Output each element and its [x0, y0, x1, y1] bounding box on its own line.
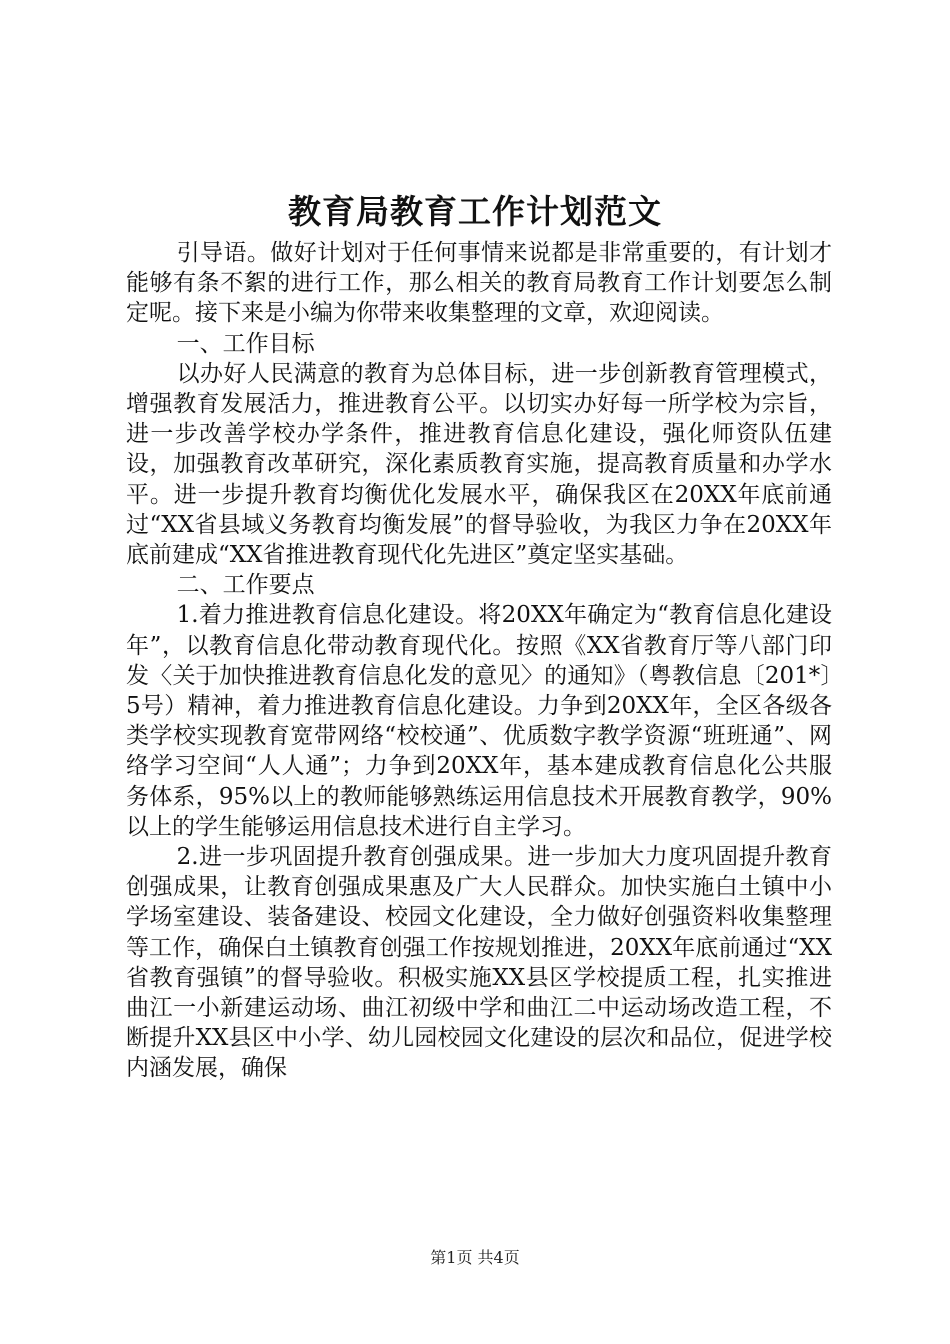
document-body — [126, 238, 832, 1084]
section-heading-goals: 一、工作目标 — [176, 330, 315, 357]
section-heading-key-points: 二、工作要点 — [176, 572, 315, 599]
key-point-2-paragraph: 2.进一步巩固提升教育创强成果。进一步加大力度巩固提升教育创强成果，让教育创强成果惠及广大人民群众。加快实施白土镇中小学场室建设、装备建设、校园文化建设，全力做好创强资料收集整理等工作，确保白土镇教育创强工作按规划推进，20XX年底前通过“XX省教育强镇”的督导验收。积极实施XX县区学校提质工程，扎实推进曲江一小新建运动场、曲江初级中学和曲江二中运动场改造工程，不断提升XX县区中小学、幼儿园校园文化建设的层次和品位，促进学校内涵发展，确保 — [126, 844, 832, 1082]
intro-paragraph: 引导语。做好计划对于任何事情来说都是非常重要的，有计划才能够有条不絮的进行工作，那么相关的教育局教育工作计划要怎么制定呢。接下来是小编为你带来收集整理的文章，欢迎阅读。 — [126, 240, 832, 327]
key-point-1-paragraph: 1.着力推进教育信息化建设。将20XX年确定为“教育信息化建设年”，以教育信息化带动教育现代化。按照《XX省教育厅等八部门印发〈关于加快推进教育信息化发的意见〉的通知》（粤教信息〔201*〕5号）精神，着力推进教育信息化建设。力争到20XX年，全区各级各类学校实现教育宽带网络“校校通”、优质数字教学资源“班班通”、网络学习空间“人人通”；力争到20XX年，基本建成教育信息化公共服务体系，95%以上的教师能够熟练运用信息技术开展教育教学，90%以上的学生能够运用信息技术进行自主学习。 — [126, 602, 832, 840]
document-title: 教育局教育工作计划范文 — [288, 192, 662, 231]
page-number-footer: 第1页 共4页 — [430, 1248, 520, 1267]
goals-paragraph: 以办好人民满意的教育为总体目标，进一步创新教育管理模式，增强教育发展活力，推进教育公平。以切实办好每一所学校为宗旨，进一步改善学校办学条件，推进教育信息化建设，强化师资队伍建设，加强教育改革研究，深化素质教育实施，提高教育质量和办学水平。进一步提升教育均衡优化发展水平，确保我区在20XX年底前通过“XX省县域义务教育均衡发展”的督导验收，为我区力争在20XX年底前建成“XX省推进教育现代化先进区”奠定坚实基础。 — [126, 360, 832, 569]
